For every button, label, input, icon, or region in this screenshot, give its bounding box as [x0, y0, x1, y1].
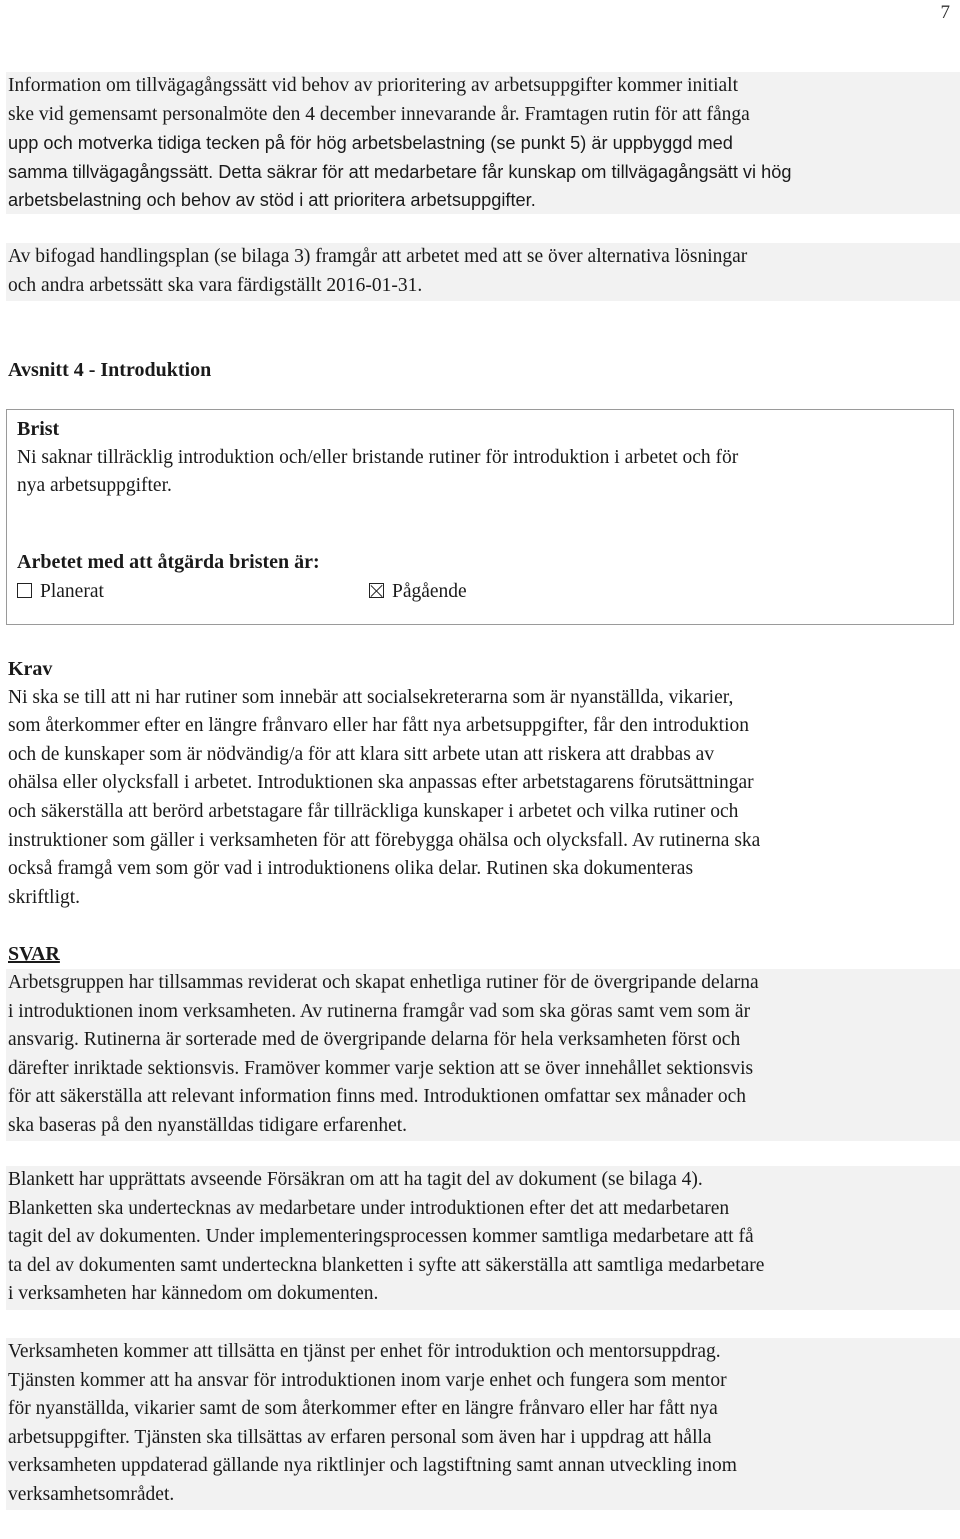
- plan-line: Av bifogad handlingsplan (se bilaga 3) framgår att arbetet med att se över alternativa lösningar: [8, 246, 748, 267]
- answer-line: ska baseras på den nyanställdas tidigare erfarenhet.: [8, 1114, 408, 1136]
- answer-line: därefter inriktade sektionsvis. Framöver kommer varje sektion att se över innehållet sektionsvis: [8, 1057, 754, 1079]
- krav-line: instruktioner som gäller i verksamheten för att förebygga ohälsa och olycksfall. Av rutinerna ska: [8, 829, 761, 851]
- answer-line: Arbetsgruppen har tillsammas reviderat och skapat enhetliga rutiner för de övergripande delarna: [8, 972, 759, 993]
- intro-line: upp och motverka tidiga tecken på för hög arbetsbelastning (se punkt 5) är uppbyggd med: [8, 133, 733, 154]
- answer-line: för nyanställda, vikarier samt de som återkommer efter en längre frånvaro eller har fått nya: [8, 1398, 718, 1420]
- answer-line: i introduktionen inom verksamheten. Av rutinerna framgår vad som ska göras samt vem som är: [8, 1000, 751, 1022]
- answer-line: ta del av dokumenten samt underteckna blanketten i syfte att säkerställa att samtliga medarbetare: [8, 1254, 765, 1276]
- intro-line: arbetsbelastning och behov av stöd i att prioritera arbetsuppgifter.: [8, 190, 536, 211]
- option-label: Planerat: [40, 581, 104, 602]
- answer-paragraph-3: [6, 1338, 960, 1510]
- answer-line: tagit del av dokumenten. Under implementeringsprocessen kommer samtliga medarbetare att få: [8, 1226, 754, 1248]
- option-label: Pågående: [392, 581, 467, 602]
- section-title: Avsnitt 4 - Introduktion: [8, 359, 212, 381]
- answer-line: ansvarig. Rutinerna är sorterade med de övergripande delarna för hela verksamheten först och: [8, 1029, 741, 1051]
- option-pagaende[interactable]: [369, 578, 467, 607]
- option-planerat[interactable]: [17, 581, 104, 602]
- answer-paragraph-1: [6, 969, 960, 1141]
- unchecked-box-icon[interactable]: [17, 583, 32, 598]
- krav-line: och säkerställa att berörd arbetstagare får tillräckliga kunskaper i arbetet och vilka rutiner och: [8, 800, 739, 822]
- intro-text-block: [6, 72, 960, 214]
- intro-line: samma tillvägagångssätt. Detta säkrar för att medarbetare får kunskap om tillvägagångsätt vi hög: [8, 161, 792, 182]
- action-plan-block: [6, 243, 960, 301]
- brist-label: Brist: [17, 418, 60, 440]
- krav-line: skriftligt.: [8, 886, 81, 908]
- answer-line: för att säkerställa att relevant information finns med. Introduktionen omfattar sex månader och: [8, 1086, 747, 1108]
- status-label: Arbetet med att åtgärda bristen är:: [17, 551, 320, 573]
- plan-line: och andra arbetssätt ska vara färdigställt 2016-01-31.: [8, 274, 423, 296]
- answer-line: verksamhetsområdet.: [8, 1483, 175, 1505]
- deficiency-box: [6, 409, 954, 625]
- krav-label: Krav: [8, 658, 53, 680]
- answer-paragraph-2: [6, 1166, 960, 1310]
- krav-line: också framgå vem som gör vad i introduktionens olika delar. Rutinen ska dokumenteras: [8, 858, 694, 880]
- krav-line: ohälsa eller olycksfall i arbetet. Introduktionen ska anpassas efter arbetstagarens förutsättningar: [8, 772, 754, 794]
- krav-line: Ni ska se till att ni har rutiner som innebär att socialsekreterarna som är nyanställda, vikarier,: [8, 686, 734, 708]
- intro-line: Information om tillvägagångssätt vid behov av prioritering av arbetsuppgifter kommer initialt: [8, 75, 738, 96]
- checked-box-icon[interactable]: [369, 583, 384, 598]
- answer-line: Verksamheten kommer att tillsätta en tjänst per enhet för introduktion och mentorsuppdrag.: [8, 1341, 721, 1362]
- intro-line: ske vid gemensamt personalmöte den 4 december innevarande år. Framtagen rutin för att fånga: [8, 103, 750, 125]
- answer-line: arbetsuppgifter. Tjänsten ska tillsättas av erfaren personal som även har i uppdrag att hålla: [8, 1426, 712, 1448]
- requirement-block: [8, 655, 958, 912]
- brist-line: Ni saknar tillräcklig introduktion och/eller bristande rutiner för introduktion i arbetet och för: [17, 446, 739, 468]
- answer-line: Blankett har upprättats avseende Försäkran om att ha tagit del av dokument (se bilaga 4).: [8, 1169, 703, 1190]
- svar-label: SVAR: [8, 943, 60, 965]
- brist-line: nya arbetsuppgifter.: [17, 475, 172, 497]
- page-number: 7: [940, 2, 950, 23]
- krav-line: som återkommer efter en längre frånvaro eller har fått nya arbetsuppgifter, får den introduktion: [8, 715, 749, 737]
- answer-line: Blanketten ska undertecknas av medarbetare under introduktionen efter det att medarbetaren: [8, 1197, 730, 1219]
- krav-line: och de kunskaper som är nödvändig/a för att klara sitt arbete utan att riskera att drabbas av: [8, 743, 715, 765]
- answer-line: Tjänsten kommer att ha ansvar för introduktionen inom varje enhet och fungera som mentor: [8, 1369, 727, 1391]
- answer-line: i verksamheten har kännedom om dokumenten.: [8, 1283, 379, 1305]
- status-options: [17, 578, 467, 607]
- answer-line: verksamheten uppdaterad gällande nya riktlinjer och lagstiftning samt annan utveckling inom: [8, 1455, 737, 1477]
